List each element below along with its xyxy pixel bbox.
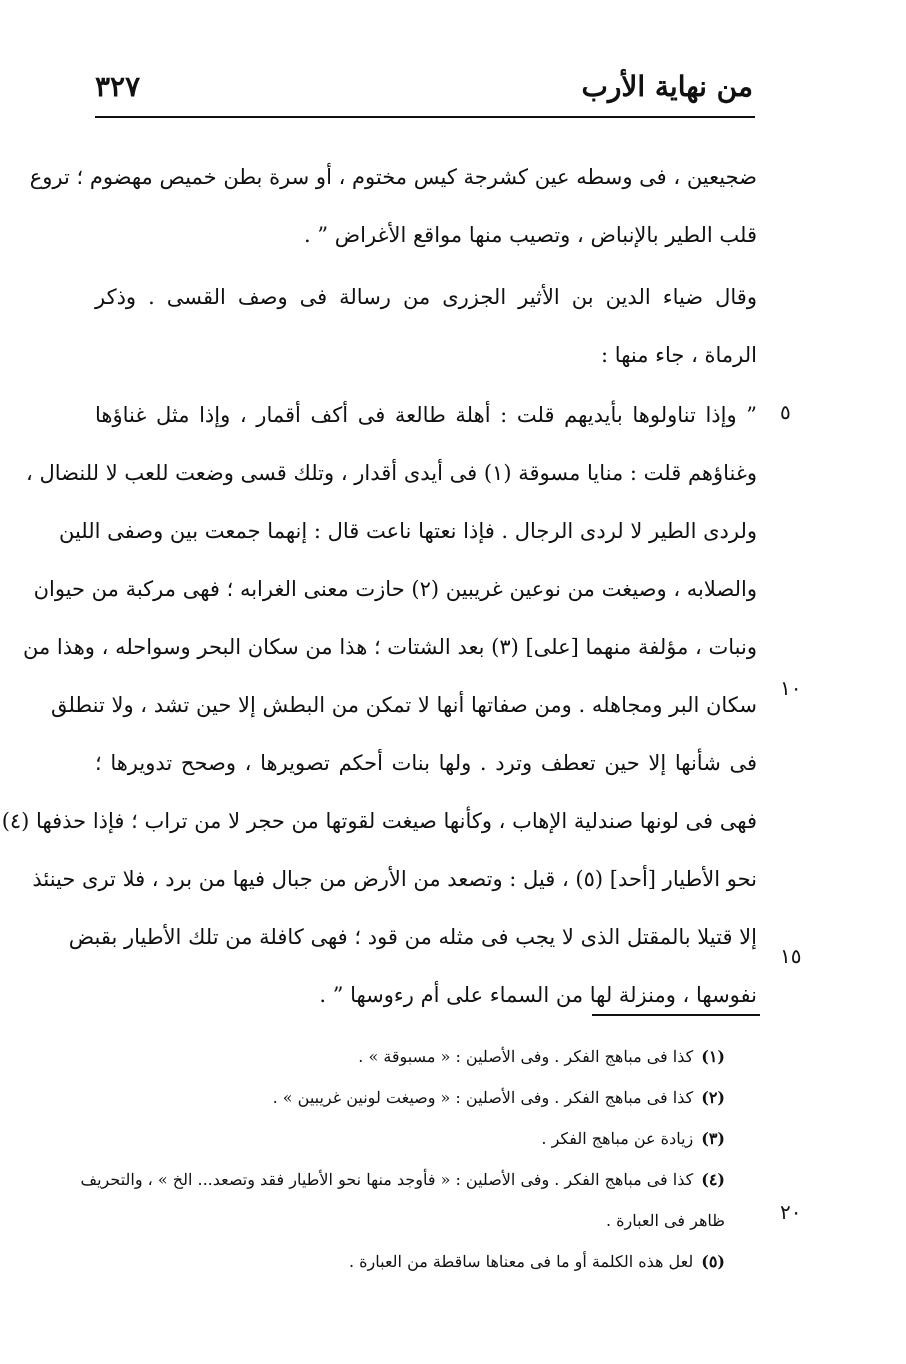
text-line: سكان البر ومجاهله . ومن صفاتها أنها لا تمكن من البطش إلا حين تشد ، ولا تنطلق: [50, 693, 757, 717]
footnote-rule: [592, 1014, 760, 1016]
line-number: ٢٠: [780, 1200, 802, 1224]
text-line: إلا قتيلا بالمقتل الذى لا يجب فى مثله من قود ؛ فهى كافلة من تلك الأطيار بقبض: [68, 925, 757, 949]
footnote-number: (٤): [701, 1170, 725, 1189]
text-line: وغناؤهم قلت : منايا مسوقة (١) فى أيدى أقدار ، وتلك قسى وضعت للعب لا للنضال ،: [26, 461, 757, 485]
running-title: من نهاية الأرب: [581, 70, 753, 103]
line-number: ١٥: [780, 944, 802, 968]
text-line: الرماة ، جاء منها :: [601, 343, 757, 367]
text-line: نفوسها ، ومنزلة لها من السماء على أم رءوسها ” .: [319, 983, 757, 1007]
text-line: فى شأنها إلا حين تعطف وترد . ولها بنات أحكم تصويرها ، وصحح تدويرها ؛: [95, 751, 757, 775]
text-line: نحو الأطيار [أحد] (٥) ، قيل : وتصعد من الأرض من جبال فيها من برد ، فلا ترى حينئذ: [32, 867, 757, 891]
footnote: [95, 1077, 725, 1118]
footnote-text: لعل هذه الكلمة أو ما فى معناها ساقطة من العبارة .: [348, 1252, 694, 1271]
paragraph-2: [95, 268, 757, 384]
footnote-text: كذا فى مباهج الفكر . وفى الأصلين : « فأوجد منها نحو الأطيار فقد وتصعد... الخ » ، والتحريف: [80, 1170, 694, 1189]
text-line: ” وإذا تناولوها بأيديهم قلت : أهلة طالعة فى أكف أقمار ، وإذا مثل غناؤها: [95, 403, 757, 427]
footnote-text: كذا فى مباهج الفكر . وفى الأصلين : « مسبوقة » .: [358, 1047, 694, 1066]
footnote-number: (١): [701, 1047, 725, 1066]
footnote-number: (٣): [701, 1129, 725, 1148]
text-line: ونبات ، مؤلفة منهما [على] (٣) بعد الشتات ؛ هذا من سكان البحر وسواحله ، وهذا من: [22, 635, 757, 659]
footnote-continuation: [95, 1200, 725, 1241]
footnote-text: كذا فى مباهج الفكر . وفى الأصلين : « وصيغت لونين غريبين » .: [272, 1088, 694, 1107]
footnote-text: زيادة عن مباهج الفكر .: [541, 1129, 694, 1148]
text-line: قلب الطير بالإنباض ، وتصيب منها مواقع الأغراض ” .: [303, 223, 757, 247]
header-rule: [95, 116, 755, 118]
footnote: [95, 1118, 725, 1159]
footnote: [80, 1159, 725, 1200]
text-line: والصلابه ، وصيغت من نوعين غريبين (٢) حازت معنى الغرابه ؛ فهى مركبة من حيوان: [33, 577, 757, 601]
page-header: [95, 70, 753, 110]
footnote-number: (٢): [701, 1088, 725, 1107]
line-number: ١٠: [780, 676, 802, 700]
paragraph-3: [1, 386, 757, 1024]
text-line: ضجيعين ، فى وسطه عين كشرجة كيس مختوم ، أو سرة بطن خميص مهضوم ؛ تروع: [29, 165, 757, 189]
page-number: ٣٢٧: [95, 70, 141, 103]
footnote: [95, 1241, 725, 1282]
footnote: [95, 1036, 725, 1077]
text-line: ولردى الطير لا لردى الرجال . فإذا نعتها ناعت قال : إنهما جمعت بين وصفى اللين: [58, 519, 757, 543]
footnote-number: (٥): [701, 1252, 725, 1271]
footnote-text: ظاهر فى العبارة .: [605, 1211, 725, 1230]
footnotes: [80, 1036, 725, 1282]
text-line: فهى فى لونها صندلية الإهاب ، وكأنها صيغت لقوتها من حجر لا من تراب ؛ فإذا حذفها (٤): [1, 809, 757, 833]
line-number: ٥: [780, 400, 791, 424]
paragraph-1: [29, 148, 757, 264]
text-line: وقال ضياء الدين بن الأثير الجزرى من رسالة فى وصف القسى . وذكر: [95, 285, 757, 309]
